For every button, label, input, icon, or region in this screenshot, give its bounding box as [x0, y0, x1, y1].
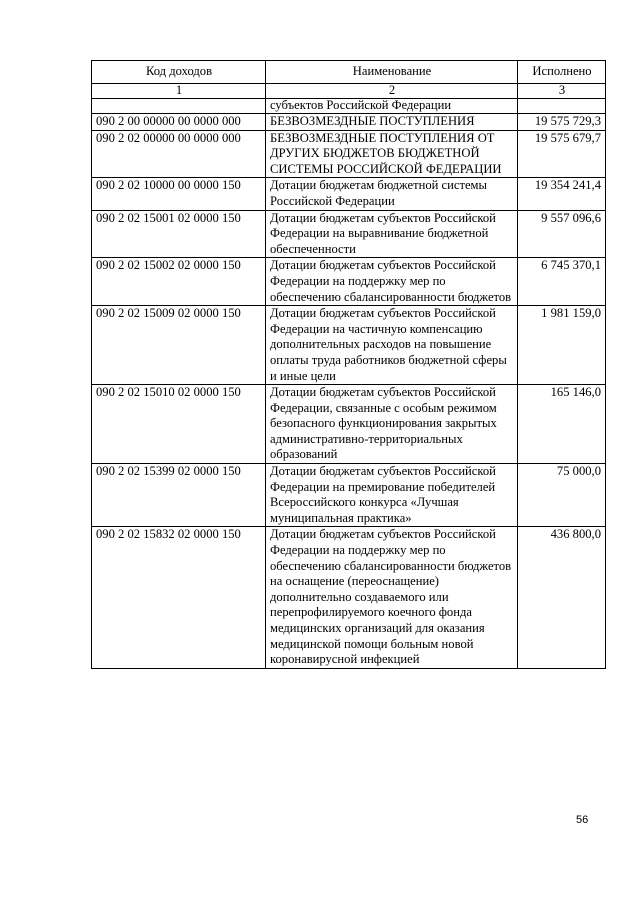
column-number-row [92, 84, 606, 99]
cell-code: 090 2 02 10000 00 0000 150 [92, 178, 266, 210]
table-row [92, 114, 606, 131]
cell-amount [518, 99, 606, 114]
column-number-2: 2 [266, 84, 518, 99]
cell-amount: 6 745 370,1 [518, 258, 606, 306]
page-number: 56 [576, 814, 589, 826]
table-header-row [92, 61, 606, 84]
cell-code: 090 2 02 15832 02 0000 150 [92, 527, 266, 668]
cell-amount: 19 354 241,4 [518, 178, 606, 210]
cell-name: Дотации бюджетам субъектов Российской Федерации на выравнивание бюджетной обеспеченности [266, 210, 518, 258]
cell-code [92, 99, 266, 114]
table-row [92, 178, 606, 210]
cell-name: субъектов Российской Федерации [266, 99, 518, 114]
cell-code: 090 2 02 00000 00 0000 000 [92, 130, 266, 178]
header-code: Код доходов [92, 61, 266, 84]
cell-code: 090 2 02 15002 02 0000 150 [92, 258, 266, 306]
table-row [92, 527, 606, 668]
cell-name: Дотации бюджетам субъектов Российской Федерации на поддержку мер по обеспечению сбалансированности бюджетов [266, 258, 518, 306]
cell-amount: 1 981 159,0 [518, 306, 606, 385]
table-row [92, 306, 606, 385]
cell-amount: 436 800,0 [518, 527, 606, 668]
cell-name: Дотации бюджетам субъектов Российской Федерации, связанные с особым режимом безопасного функционирования закрытых административно-территориальных образований [266, 385, 518, 464]
column-number-3: 3 [518, 84, 606, 99]
cell-amount: 19 575 729,3 [518, 114, 606, 131]
cell-code: 090 2 02 15399 02 0000 150 [92, 464, 266, 527]
cell-amount: 75 000,0 [518, 464, 606, 527]
cell-name: Дотации бюджетам бюджетной системы Российской Федерации [266, 178, 518, 210]
cell-code: 090 2 02 15009 02 0000 150 [92, 306, 266, 385]
cell-amount: 9 557 096,6 [518, 210, 606, 258]
cell-code: 090 2 02 15010 02 0000 150 [92, 385, 266, 464]
column-number-1: 1 [92, 84, 266, 99]
cell-name: Дотации бюджетам субъектов Российской Федерации на премирование победителей Всероссийского конкурса «Лучшая муниципальная практика» [266, 464, 518, 527]
table-row [92, 258, 606, 306]
cell-code: 090 2 02 15001 02 0000 150 [92, 210, 266, 258]
cell-name: БЕЗВОЗМЕЗДНЫЕ ПОСТУПЛЕНИЯ [266, 114, 518, 131]
cell-code: 090 2 00 00000 00 0000 000 [92, 114, 266, 131]
cell-amount: 165 146,0 [518, 385, 606, 464]
table-row [92, 385, 606, 464]
cell-amount: 19 575 679,7 [518, 130, 606, 178]
header-amount: Исполнено [518, 61, 606, 84]
revenue-table [91, 60, 606, 669]
table-row [92, 210, 606, 258]
table-row [92, 464, 606, 527]
header-name: Наименование [266, 61, 518, 84]
cell-name: БЕЗВОЗМЕЗДНЫЕ ПОСТУПЛЕНИЯ ОТ ДРУГИХ БЮДЖЕТОВ БЮДЖЕТНОЙ СИСТЕМЫ РОССИЙСКОЙ ФЕДЕРАЦИИ [266, 130, 518, 178]
cell-name: Дотации бюджетам субъектов Российской Федерации на поддержку мер по обеспечению сбалансированности бюджетов на оснащение (переоснащение) дополнительно создаваемого или перепрофилируемого коечного фонда медицинских организаций для оказания медицинской помощи больным новой коронавирусной инфекцией [266, 527, 518, 668]
revenue-table-container [91, 60, 605, 669]
continuation-row [92, 99, 606, 114]
cell-name: Дотации бюджетам субъектов Российской Федерации на частичную компенсацию дополнительных расходов на повышение оплаты труда работников бюджетной сферы и иные цели [266, 306, 518, 385]
table-row [92, 130, 606, 178]
